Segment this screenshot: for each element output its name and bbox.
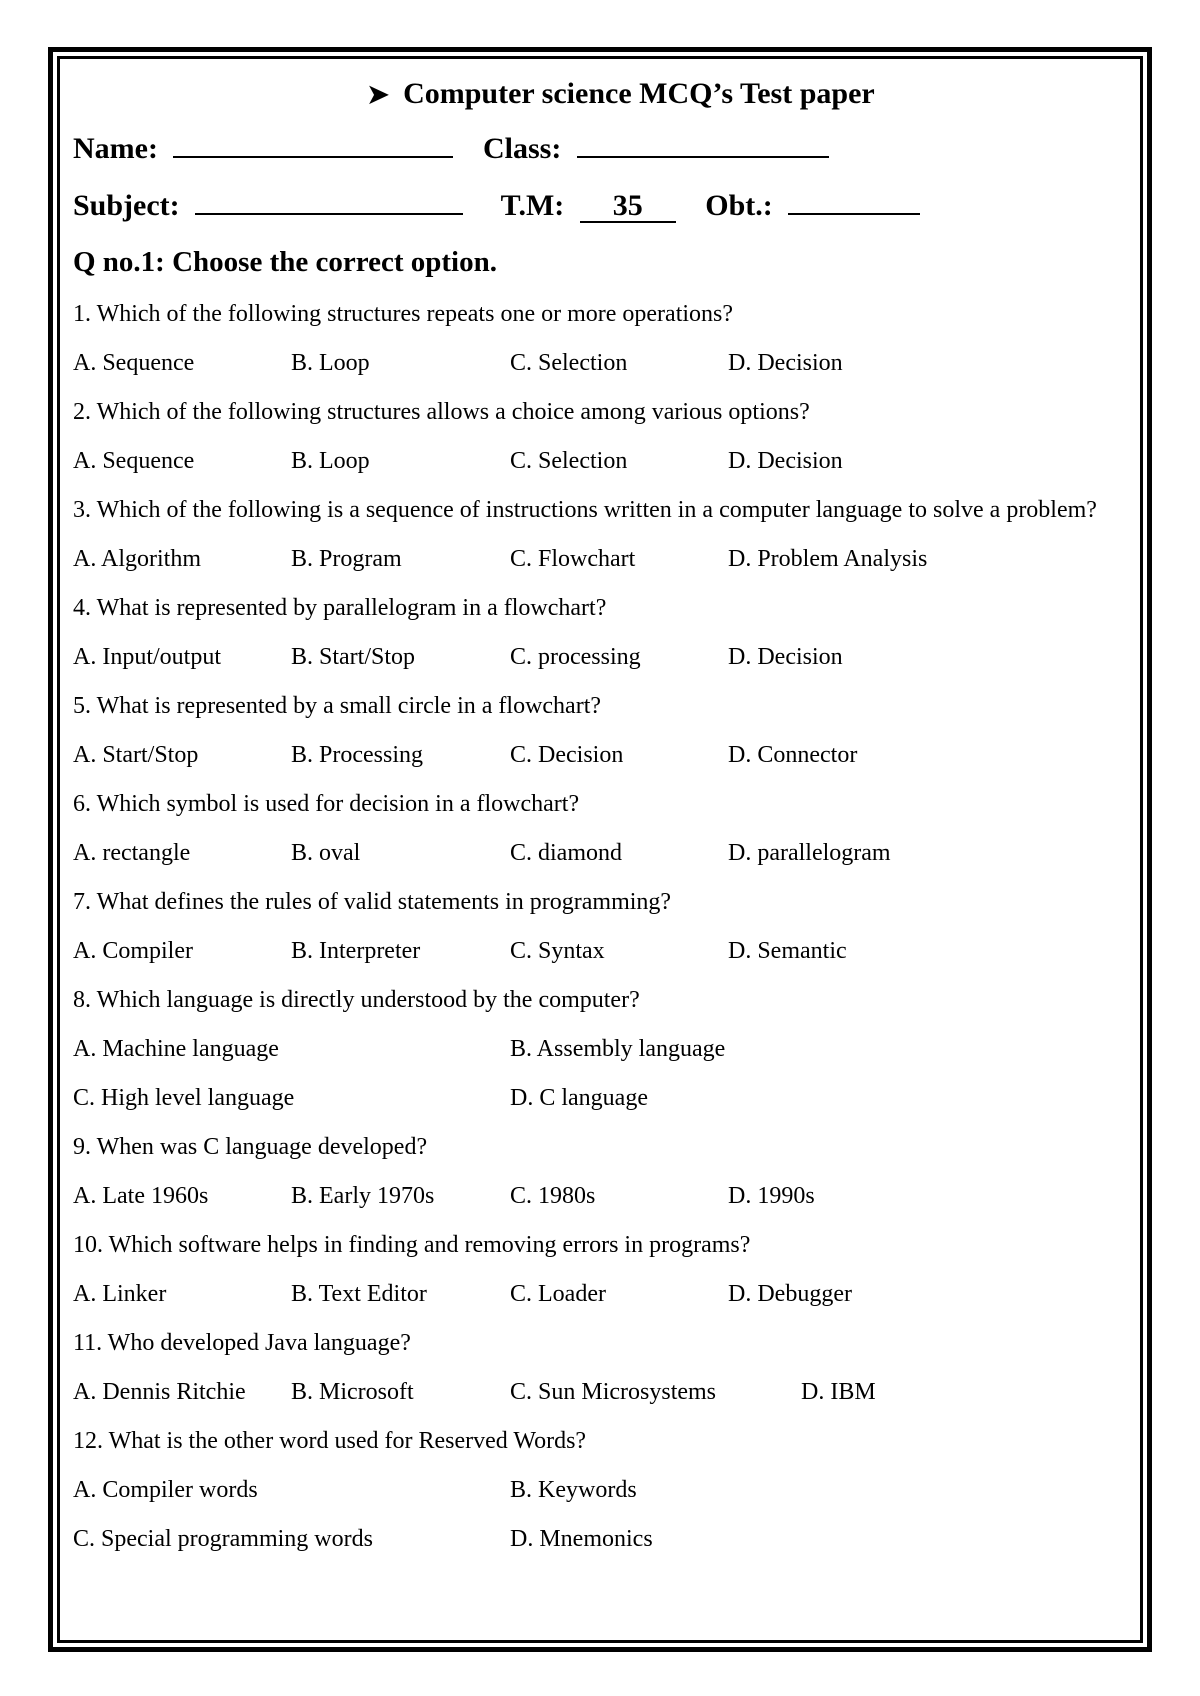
option[interactable]: C. Sun Microsystems: [510, 1379, 717, 1405]
option[interactable]: B. Loop: [291, 448, 370, 474]
question-7: 7. What defines the rules of valid statements in programming?: [73, 889, 672, 915]
options-6: [73, 829, 1123, 878]
option[interactable]: A. Sequence: [73, 350, 195, 376]
question-8: 8. Which language is directly understood by the computer?: [73, 987, 640, 1013]
option[interactable]: D. Decision: [728, 350, 843, 376]
options-8b: [73, 1074, 1123, 1123]
option[interactable]: B. oval: [291, 840, 361, 866]
question-4: 4. What is represented by parallelogram in a flowchart?: [73, 595, 607, 621]
options-11: [73, 1368, 1123, 1417]
option[interactable]: A. Input/output: [73, 644, 221, 670]
option[interactable]: D. Debugger: [728, 1281, 852, 1307]
subject-field[interactable]: [195, 181, 463, 215]
option[interactable]: D. Decision: [728, 448, 843, 474]
options-2: [73, 437, 1123, 486]
option[interactable]: B. Microsoft: [291, 1379, 414, 1405]
question-11: 11. Who developed Java language?: [73, 1330, 411, 1356]
option[interactable]: C. 1980s: [510, 1183, 596, 1209]
option[interactable]: D. Connector: [728, 742, 858, 768]
option[interactable]: D. Problem Analysis: [728, 546, 928, 572]
options-9: [73, 1172, 1123, 1221]
option[interactable]: C. processing: [510, 644, 641, 670]
total-marks-value: 35: [580, 191, 676, 223]
name-label: Name:: [73, 132, 158, 165]
option[interactable]: B. Assembly language: [510, 1036, 726, 1062]
obtained-field[interactable]: [788, 181, 920, 215]
question-12: 12. What is the other word used for Reserved Words?: [73, 1428, 587, 1454]
question-2: 2. Which of the following structures allows a choice among various options?: [73, 399, 810, 425]
option[interactable]: A. Sequence: [73, 448, 195, 474]
paper-title-text: Computer science MCQ’s Test paper: [403, 77, 875, 110]
options-7: [73, 927, 1123, 976]
option[interactable]: A. rectangle: [73, 840, 191, 866]
option[interactable]: C. Decision: [510, 742, 624, 768]
option[interactable]: D. Mnemonics: [510, 1526, 653, 1552]
options-8a: [73, 1025, 1123, 1074]
option[interactable]: B. Start/Stop: [291, 644, 416, 670]
question-9: 9. When was C language developed?: [73, 1134, 428, 1160]
section-heading: Q no.1: Choose the correct option.: [73, 246, 497, 278]
option[interactable]: B. Loop: [291, 350, 370, 376]
options-5: [73, 731, 1123, 780]
class-label: Class:: [482, 132, 562, 165]
total-marks-label: T.M:: [500, 189, 565, 222]
option[interactable]: B. Keywords: [510, 1477, 637, 1503]
options-3: [73, 535, 1123, 584]
option[interactable]: B. Text Editor: [291, 1281, 427, 1307]
option[interactable]: C. High level language: [73, 1085, 295, 1111]
option[interactable]: D. parallelogram: [728, 840, 891, 866]
arrow-bullet-icon: ➤: [367, 80, 390, 109]
class-field[interactable]: [577, 124, 829, 158]
option[interactable]: C. Syntax: [510, 938, 605, 964]
option[interactable]: D. IBM: [801, 1379, 876, 1405]
question-5: 5. What is represented by a small circle in a flowchart?: [73, 693, 602, 719]
test-paper: [73, 68, 1123, 1564]
options-1: [73, 339, 1123, 388]
option[interactable]: A. Dennis Ritchie: [73, 1379, 246, 1405]
question-10: 10. Which software helps in finding and removing errors in programs?: [73, 1232, 751, 1258]
obtained-label: Obt.:: [705, 189, 773, 222]
options-12a: [73, 1466, 1123, 1515]
option[interactable]: A. Linker: [73, 1281, 167, 1307]
option[interactable]: C. diamond: [510, 840, 622, 866]
option[interactable]: A. Algorithm: [73, 546, 202, 572]
option[interactable]: C. Selection: [510, 448, 628, 474]
option[interactable]: C. Flowchart: [510, 546, 636, 572]
name-class-row: [73, 120, 1123, 177]
subject-marks-row: [73, 177, 1123, 234]
option[interactable]: A. Compiler: [73, 938, 193, 964]
name-field[interactable]: [173, 124, 453, 158]
option[interactable]: C. Special programming words: [73, 1526, 373, 1552]
subject-label: Subject:: [73, 189, 180, 222]
option[interactable]: C. Loader: [510, 1281, 606, 1307]
option[interactable]: B. Processing: [291, 742, 423, 768]
option[interactable]: D. Decision: [728, 644, 843, 670]
option[interactable]: D. C language: [510, 1085, 648, 1111]
option[interactable]: A. Start/Stop: [73, 742, 199, 768]
question-3: 3. Which of the following is a sequence of instructions written in a computer language to solve a problem?: [73, 497, 1097, 523]
question-6: 6. Which symbol is used for decision in a flowchart?: [73, 791, 580, 817]
paper-title: [73, 68, 1123, 120]
options-10: [73, 1270, 1123, 1319]
option[interactable]: A. Late 1960s: [73, 1183, 209, 1209]
options-4: [73, 633, 1123, 682]
options-12b: [73, 1515, 1123, 1564]
option[interactable]: B. Early 1970s: [291, 1183, 435, 1209]
option[interactable]: D. Semantic: [728, 938, 847, 964]
question-1: 1. Which of the following structures repeats one or more operations?: [73, 301, 734, 327]
option[interactable]: C. Selection: [510, 350, 628, 376]
option[interactable]: A. Machine language: [73, 1036, 279, 1062]
option[interactable]: D. 1990s: [728, 1183, 815, 1209]
option[interactable]: B. Program: [291, 546, 402, 572]
option[interactable]: A. Compiler words: [73, 1477, 258, 1503]
option[interactable]: B. Interpreter: [291, 938, 421, 964]
